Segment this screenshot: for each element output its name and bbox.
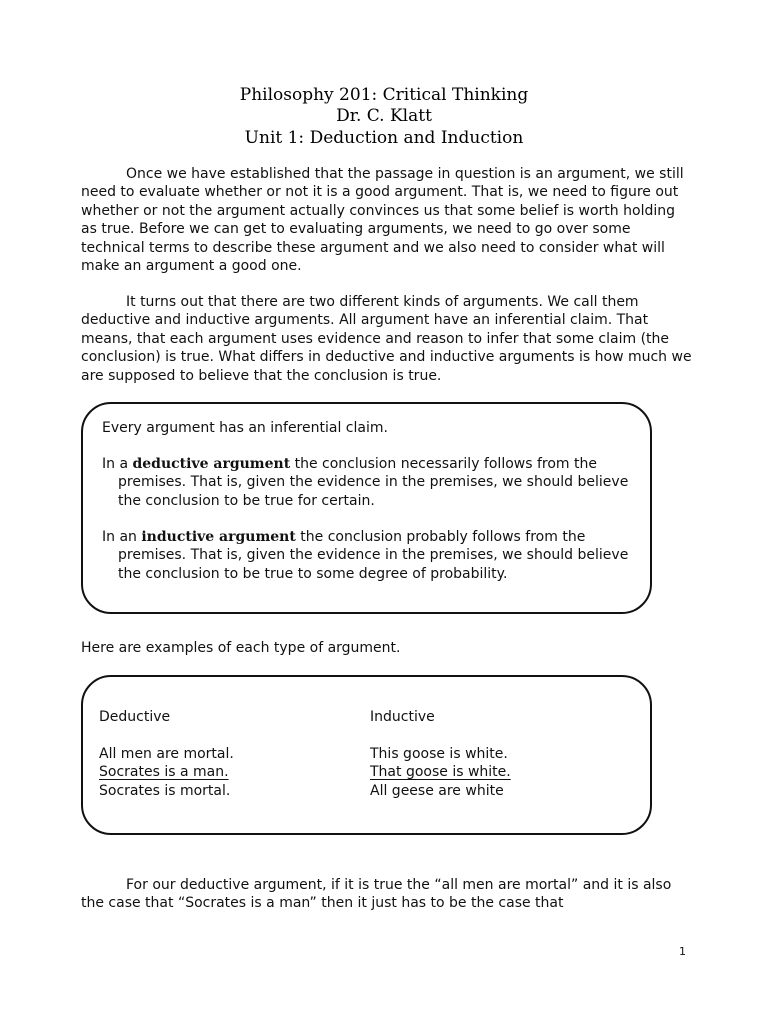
inferential-claim-line: Every argument has an inferential claim. xyxy=(102,420,388,436)
inductive-premise-1: This goose is white. xyxy=(370,745,508,762)
intro-paragraph: Once we have established that the passage in question is an argument, we still need to evaluate whether or not it is a good argument. That is, we need to figure out whether or not the argument actually convinces us that some belief is worth holding as true. Before we can get to evaluating arguments, we need to go over some technical terms to describe these argument and we also need to consider what will make an argument a good one. xyxy=(81,166,684,275)
deductive-premise-1: All men are mortal. xyxy=(99,745,234,762)
page-number: 1 xyxy=(679,945,686,958)
argument-kinds-paragraph: It turns out that there are two different kinds of arguments. We call them deductive and inductive arguments. All argument have an inferential claim. That means, that each argument uses evidence and reason to infer that some claim (the conclusion) is true. What differs in deductive and inductive arguments is how much we are supposed to believe that the conclusion is true. xyxy=(81,294,692,384)
inductive-heading: Inductive xyxy=(370,709,435,725)
inductive-prefix: In an xyxy=(102,529,142,545)
deductive-prefix: In a xyxy=(102,456,133,472)
deductive-term: deductive argument xyxy=(132,456,291,472)
instructor-name: Dr. C. Klatt xyxy=(336,106,432,126)
inductive-term: inductive argument xyxy=(141,529,296,545)
deductive-text: the conclusion necessarily follows from the premises. That is, given the evidence in the premises, we should believe the conclusion to be true for certain. xyxy=(118,456,629,509)
inductive-example-column xyxy=(370,708,511,801)
inductive-premise-2: That goose is white. xyxy=(370,764,511,781)
deductive-discussion-paragraph: For our deductive argument, if it is true the “all men are mortal” and it is also the case that “Socrates is a man” then it just has to be the case that xyxy=(81,877,672,912)
unit-title: Unit 1: Deduction and Induction xyxy=(244,128,524,148)
deductive-example-column xyxy=(99,708,234,801)
examples-intro: Here are examples of each type of argument. xyxy=(81,640,401,656)
inductive-text: the conclusion probably follows from the premises. That is, given the evidence in the premises, we should believe the conclusion to be true to some degree of probability. xyxy=(118,529,629,582)
inductive-conclusion: All geese are white xyxy=(370,783,504,800)
course-title: Philosophy 201: Critical Thinking xyxy=(239,85,529,105)
deductive-premise-2: Socrates is a man. xyxy=(99,764,229,781)
inductive-definition xyxy=(102,528,648,583)
deductive-heading: Deductive xyxy=(99,709,171,725)
deductive-definition xyxy=(102,455,648,510)
deductive-conclusion: Socrates is mortal. xyxy=(99,783,231,800)
